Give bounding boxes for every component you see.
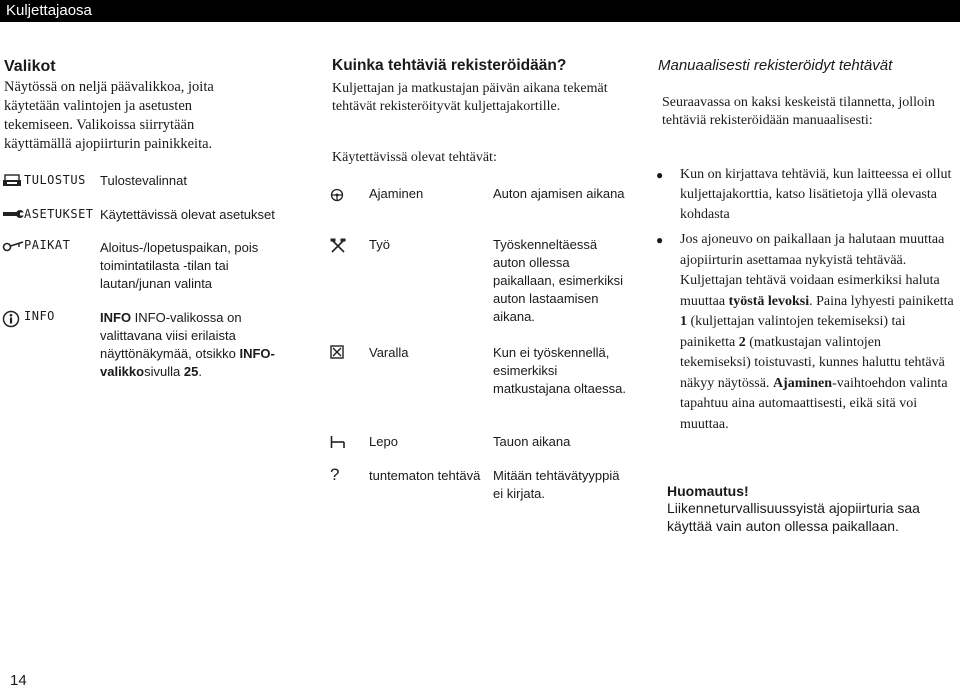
bullet2-text: Jos ajoneuvo on paikallaan ja halutaan muuttaa ajopiirturin asettamaa nykyistä tehtävää. Kuljettajan tehtävä voidaan esimerkiksi haluta muuttaa	[680, 232, 945, 309]
menu-code: PAIKAT	[24, 238, 71, 252]
wrench-icon	[2, 207, 22, 223]
activity-name: Ajaminen	[369, 186, 424, 201]
bullet2-text: -vaihtoehdon valinta tapahtuu aina automaattisesti, eikä sitä voi muuttaa.	[680, 375, 948, 432]
info-desc-text: INFO-valikossa on valittavana viisi erilaista näyttönäkymää, otsikko	[100, 310, 242, 361]
section-title: Kuljettajaosa	[6, 2, 92, 19]
activity-name: Lepo	[369, 434, 398, 449]
menus-intro: Näytössä on neljä päävalikkoa, joita käytetään valintojen ja asetusten tekemiseen. Valikoissa siirrytään käyttämällä ajopiirturin painikkeita.	[4, 79, 214, 152]
activity-description: Auton ajamisen aikana	[493, 186, 625, 201]
bullet2-text: (kuljettajan valintojen tekemiseksi) tai painiketta	[680, 314, 906, 350]
activity-description: Tauon aikana	[493, 434, 571, 449]
bullet2-bold-work-to-rest: työstä levoksi	[728, 293, 810, 309]
bullet2-text: . Paina lyhyesti painiketta	[809, 293, 954, 309]
hammers-icon	[330, 238, 346, 254]
bullet2-button-2: 2	[738, 334, 746, 350]
menu-code: INFO	[24, 309, 55, 323]
manual-intro: Seuraavassa on kaksi keskeistä tilannetta, jolloin tehtäviä rekisteröidään manuaalisesti:	[662, 95, 935, 128]
info-icon	[2, 310, 22, 326]
registration-heading: Kuinka tehtäviä rekisteröidään?	[332, 57, 567, 74]
registration-intro: Kuljettajan ja matkustajan päivän aikana tekemät tehtävät rekisteröityvät kuljettajakortille.	[332, 81, 608, 114]
bullet-icon: ●	[656, 233, 664, 247]
activity-name: tuntematon tehtävä	[369, 468, 481, 483]
bullet2-text: (matkustajan valintojen tekemiseksi) toistuvasti, kunnes haluttu tehtävä näkyy näytössä.	[680, 334, 945, 391]
activity-description: Kun ei työskennellä, esimerkiksi matkustajana oltaessa.	[493, 345, 626, 396]
info-page-number: 25	[183, 364, 199, 379]
note-text: Liikenneturvallisuussyistä ajopiirturia saa käyttää vain auton ollessa paikallaan.	[667, 500, 920, 534]
bullet2-button-1: 1	[680, 314, 687, 329]
activity-name: Varalla	[369, 345, 409, 360]
bed-icon	[330, 435, 346, 451]
print-icon	[2, 174, 22, 190]
page-number: 14	[10, 672, 27, 689]
menu-description: Käytettävissä olevat asetukset	[100, 207, 275, 222]
menu-code: ASETUKSET	[24, 207, 94, 221]
activity-name: Työ	[369, 237, 390, 252]
manual-bullet-1: Kun on kirjattava tehtäviä, kun laitteessa ei ollut kuljettajakorttia, katso lisätietoja yllä olevasta kohdasta	[680, 167, 952, 222]
steering-wheel-icon	[330, 188, 346, 204]
info-bold-label: INFO	[100, 310, 132, 325]
bullet-icon: ●	[656, 168, 664, 182]
availability-icon	[330, 345, 346, 361]
info-menu-reference: INFO-valikko	[100, 346, 275, 379]
menu-code: TULOSTUS	[24, 173, 86, 187]
menu-description: Tulostevalinnat	[100, 173, 187, 188]
activity-description: Mitään tehtävätyyppiä ei kirjata.	[493, 468, 620, 501]
note-heading: Huomautus!	[667, 483, 749, 499]
available-activities-label: Käytettävissä olevat tehtävät:	[332, 150, 497, 165]
header-bar	[0, 0, 960, 22]
manual-registration-heading: Manuaalisesti rekisteröidyt tehtävät	[658, 57, 893, 74]
manual-bullet-2	[680, 230, 955, 435]
menus-heading: Valikot	[4, 58, 56, 75]
key-icon	[2, 239, 22, 255]
info-period: .	[198, 364, 202, 379]
question-icon: ?	[330, 465, 340, 484]
menu-description: Aloitus-/lopetuspaikan, pois toimintatilasta -tilan tai lautan/junan valinta	[100, 240, 259, 291]
bullet2-bold-driving: Ajaminen	[772, 375, 833, 391]
menu-description	[100, 309, 300, 381]
info-page-text: sivulla	[144, 364, 184, 379]
activity-description: Työskenneltäessä auton ollessa paikallaan, esimerkiksi auton lastaamisen aikana.	[493, 237, 624, 324]
